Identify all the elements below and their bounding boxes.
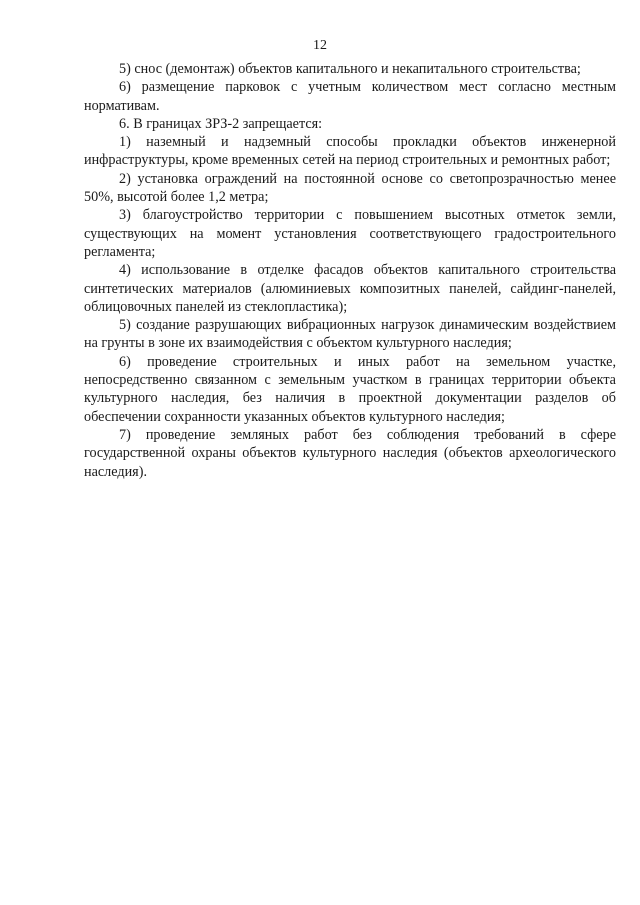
paragraph-landscaping: 3) благоустройство территории с повышением высотных отметок земли, существующих на момент установления соответствующего градостроительного регламента; [84, 207, 616, 260]
paragraph-facade-materials: 4) использование в отделке фасадов объектов капитального строительства синтетических материалов (алюминиевых композитных панелей, сайдинг-панелей, облицовочных панелей из стеклопластика); [84, 262, 616, 315]
paragraph-vibration-loads: 5) создание разрушающих вибрационных нагрузок динамическим воздействием на грунты в зоне их взаимодействия с объектом культурного наследия; [84, 317, 616, 352]
page-number: 12 [313, 38, 327, 53]
paragraph-demolition: 5) снос (демонтаж) объектов капитального и некапитального строительства; [119, 61, 581, 77]
paragraph-parking: 6) размещение парковок с учетным количеством мест согласно местным нормативам. [84, 79, 616, 114]
paragraph-engineering-infrastructure: 1) наземный и надземный способы прокладки объектов инженерной инфраструктуры, кроме временных сетей на период строительных и ремонтных работ; [84, 134, 616, 169]
paragraph-fencing: 2) установка ограждений на постоянной основе со светопрозрачностью менее 50%, высотой более 1,2 метра; [84, 170, 616, 206]
paragraph-construction-works: 6) проведение строительных и иных работ на земельном участке, непосредственно связанном с земельным участком в границах территории объекта культурного наследия, без наличия в проектной документации разделов об обеспечении сохранности указанных объектов культурного наследия; [84, 353, 616, 425]
section-heading-zrz2: 6. В границах ЗРЗ-2 запрещается: [119, 115, 323, 132]
document-body [84, 60, 616, 481]
paragraph-earthworks: 7) проведение земляных работ без соблюдения требований в сфере государственной охраны объектов культурного наследия (объектов археологического наследия). [84, 426, 616, 480]
